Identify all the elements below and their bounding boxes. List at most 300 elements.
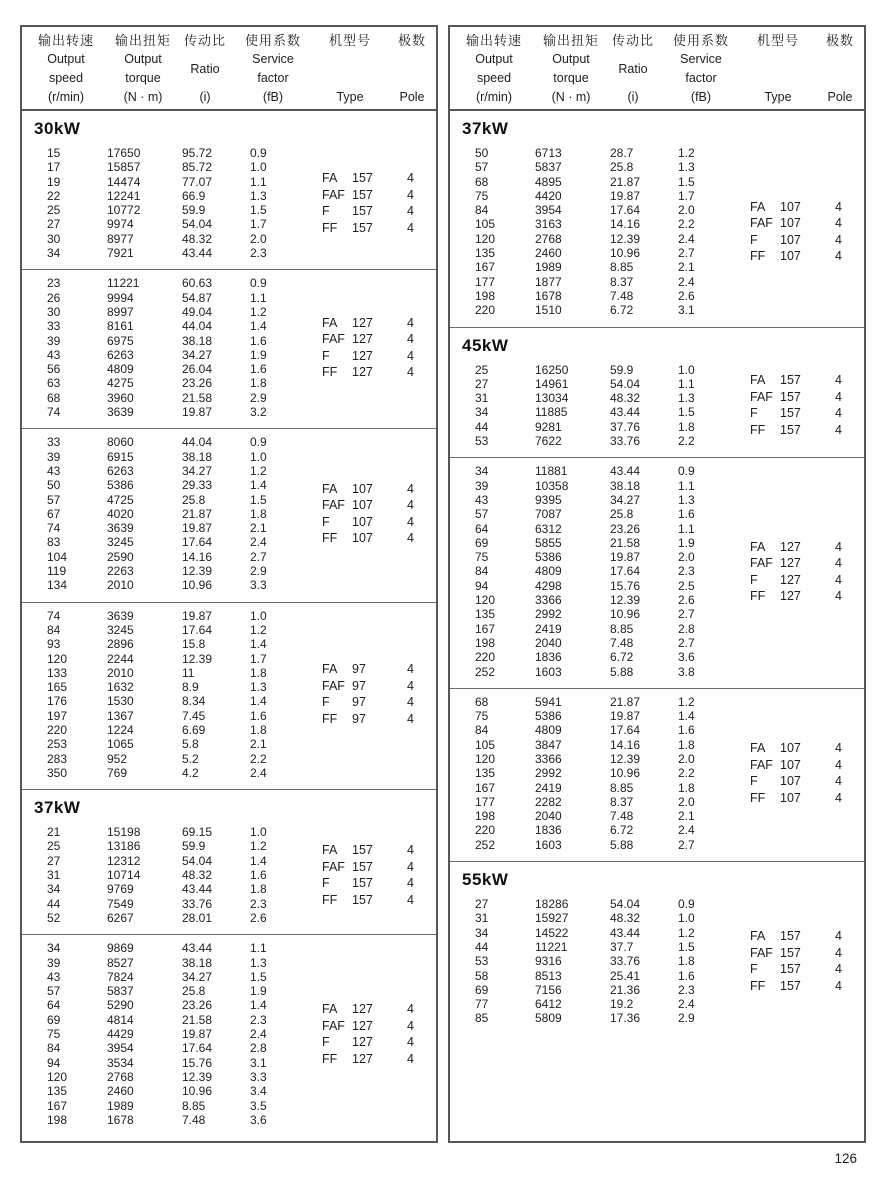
ratio-cell: 5.88: [610, 837, 634, 852]
service-factor-cell: 1.2: [678, 694, 695, 709]
type-size-cell: 127: [352, 1018, 373, 1033]
service-factor-cell: 1.2: [250, 622, 267, 637]
segment-body: [22, 144, 436, 262]
ratio-cell: 12.39: [182, 1069, 213, 1084]
type-row: [750, 588, 855, 605]
output-torque-cell: 3639: [107, 405, 134, 420]
ratio-cell: 4.2: [182, 765, 199, 780]
type-row: [750, 945, 855, 962]
type-size-cell: 107: [352, 514, 373, 529]
output-speed-cell: 25: [47, 203, 61, 218]
table-row: [22, 1084, 436, 1098]
output-speed-cell: 27: [475, 376, 489, 391]
ratio-cell: 17.64: [610, 564, 641, 579]
service-factor-cell: 1.1: [250, 290, 267, 305]
spec-segment: [450, 111, 864, 327]
header-col-2: [176, 34, 234, 104]
ratio-cell: 33.76: [610, 954, 641, 969]
service-factor-cell: 1.0: [250, 608, 267, 623]
ratio-cell: 25.8: [610, 160, 634, 175]
output-torque-cell: 10714: [107, 868, 141, 883]
output-torque-cell: 3245: [107, 535, 134, 550]
segment-body: [22, 823, 436, 927]
service-factor-cell: 2.2: [678, 217, 695, 232]
service-factor-cell: 3.6: [678, 650, 695, 665]
spec-table-right: [448, 25, 866, 1143]
output-speed-cell: 68: [475, 174, 489, 189]
output-speed-cell: 104: [47, 549, 68, 564]
type-row: [322, 1034, 427, 1051]
ratio-cell: 21.58: [182, 1012, 213, 1027]
ratio-cell: 19.87: [182, 608, 213, 623]
output-torque-cell: 7824: [107, 969, 134, 984]
header-col-4: [312, 34, 388, 104]
type-size-cell: 107: [780, 741, 801, 756]
output-speed-cell: 85: [475, 1011, 489, 1026]
table-row: [450, 695, 864, 709]
output-speed-cell: 84: [47, 622, 61, 637]
segment-body: [22, 607, 436, 783]
header-unit-label: (fB): [690, 90, 712, 104]
service-factor-cell: 1.4: [250, 998, 267, 1013]
service-factor-cell: 1.4: [250, 478, 267, 493]
output-speed-cell: 31: [475, 911, 489, 926]
table-row: [450, 522, 864, 536]
output-speed-cell: 198: [475, 288, 496, 303]
output-torque-cell: 7549: [107, 896, 134, 911]
service-factor-cell: 3.6: [250, 1112, 267, 1127]
ratio-cell: 17.64: [610, 203, 641, 218]
ratio-cell: 14.16: [182, 549, 213, 564]
service-factor-cell: 2.0: [250, 231, 267, 246]
service-factor-cell: 2.2: [678, 766, 695, 781]
type-row: [750, 572, 855, 589]
service-factor-cell: 1.3: [250, 680, 267, 695]
service-factor-cell: 1.2: [250, 463, 267, 478]
output-speed-cell: 119: [47, 564, 67, 579]
output-torque-cell: 1603: [535, 837, 562, 852]
output-speed-cell: 83: [47, 535, 61, 550]
header-en-label: factor: [685, 71, 717, 85]
ratio-cell: 33.76: [182, 896, 213, 911]
ratio-cell: 19.2: [610, 997, 634, 1012]
ratio-cell: 7.48: [610, 288, 634, 303]
table-row: [450, 897, 864, 911]
pole-cell: 4: [407, 876, 414, 891]
type-prefix-cell: F: [750, 774, 758, 789]
output-speed-cell: 64: [475, 521, 489, 536]
output-speed-cell: 23: [47, 276, 61, 291]
service-factor-cell: 1.6: [250, 362, 267, 377]
type-size-cell: 157: [352, 892, 373, 907]
table-row: [22, 984, 436, 998]
output-torque-cell: 3954: [107, 1041, 134, 1056]
table-row: [22, 391, 436, 405]
output-speed-cell: 135: [475, 766, 496, 781]
service-factor-cell: 1.5: [678, 939, 695, 954]
header-unit-label: (i): [627, 90, 639, 104]
ratio-cell: 49.04: [182, 304, 213, 319]
header-zh-label: 使用系数: [672, 33, 729, 48]
header-col-1: [110, 34, 176, 104]
output-torque-cell: 9316: [535, 954, 562, 969]
table-row: [22, 564, 436, 578]
ratio-cell: 28.01: [182, 910, 213, 925]
output-torque-cell: 3639: [107, 608, 134, 623]
service-factor-cell: 2.4: [678, 274, 695, 289]
header-en-label: Output: [552, 52, 590, 66]
type-row: [750, 372, 855, 389]
type-prefix-cell: FA: [750, 373, 766, 388]
power-section-title: 30kW: [34, 119, 81, 138]
table-row: [450, 1011, 864, 1025]
type-size-cell: 127: [352, 1002, 373, 1017]
table-row: [450, 709, 864, 723]
service-factor-cell: 3.3: [250, 1069, 267, 1084]
output-speed-cell: 30: [47, 304, 61, 319]
service-factor-cell: 1.2: [250, 304, 267, 319]
output-torque-cell: 15927: [535, 911, 569, 926]
service-factor-cell: 3.2: [250, 405, 267, 420]
table-row: [450, 997, 864, 1011]
service-factor-cell: 1.1: [678, 478, 695, 493]
type-row: [750, 773, 855, 790]
type-size-cell: 107: [780, 216, 801, 231]
table-row: [450, 911, 864, 925]
service-factor-cell: 3.3: [250, 578, 267, 593]
output-torque-cell: 2263: [107, 564, 134, 579]
output-speed-cell: 44: [47, 896, 61, 911]
output-speed-cell: 167: [47, 1098, 68, 1113]
ratio-cell: 37.76: [610, 419, 641, 434]
output-torque-cell: 769: [107, 765, 128, 780]
power-section-title: 55kW: [462, 870, 509, 890]
type-row: [322, 694, 427, 711]
output-torque-cell: 4809: [535, 723, 562, 738]
type-size-cell: 127: [352, 365, 373, 380]
output-torque-cell: 7921: [107, 246, 134, 261]
pole-cell: 4: [835, 978, 842, 993]
type-row: [750, 757, 855, 774]
type-size-cell: 157: [352, 859, 373, 874]
service-factor-cell: 1.5: [250, 203, 267, 218]
output-speed-cell: 33: [47, 319, 61, 334]
output-torque-cell: 11881: [535, 464, 568, 479]
header-unit-label: (i): [199, 90, 211, 104]
pole-cell: 4: [835, 422, 842, 437]
output-speed-cell: 350: [47, 765, 68, 780]
ratio-cell: 14.16: [610, 217, 641, 232]
output-torque-cell: 1989: [107, 1098, 134, 1113]
output-speed-cell: 75: [475, 188, 489, 203]
ratio-cell: 15.76: [610, 578, 641, 593]
ratio-cell: 28.7: [610, 146, 634, 160]
ratio-cell: 21.36: [610, 982, 641, 997]
output-torque-cell: 5386: [535, 709, 562, 724]
ratio-cell: 19.87: [610, 709, 641, 724]
type-prefix-cell: FF: [322, 365, 338, 380]
output-torque-cell: 16250: [535, 362, 569, 377]
output-torque-cell: 9395: [535, 492, 562, 507]
type-prefix-cell: FF: [750, 249, 766, 264]
ratio-cell: 26.04: [182, 362, 213, 377]
ratio-cell: 23.26: [610, 521, 641, 536]
ratio-cell: 21.87: [610, 174, 641, 189]
ratio-cell: 17.64: [182, 535, 213, 550]
service-factor-cell: 1.7: [678, 188, 695, 203]
service-factor-cell: 1.5: [250, 969, 267, 984]
output-speed-cell: 198: [47, 1112, 68, 1127]
table-row: [450, 665, 864, 679]
output-speed-cell: 27: [47, 217, 61, 232]
type-size-cell: 157: [352, 876, 373, 891]
service-factor-cell: 2.4: [678, 823, 695, 838]
type-prefix-cell: FF: [750, 978, 766, 993]
type-pole-block: [750, 199, 855, 265]
service-factor-cell: 1.8: [678, 954, 695, 969]
output-speed-cell: 63: [47, 376, 61, 391]
type-prefix-cell: FF: [322, 711, 338, 726]
pole-cell: 4: [835, 589, 842, 604]
service-factor-cell: 1.4: [250, 319, 267, 334]
output-speed-cell: 84: [475, 723, 489, 738]
type-prefix-cell: F: [322, 695, 330, 710]
service-factor-cell: 1.9: [250, 984, 267, 999]
output-speed-cell: 133: [47, 665, 68, 680]
output-torque-cell: 1603: [535, 664, 562, 679]
segment-body: [450, 895, 864, 1028]
output-speed-cell: 56: [47, 362, 61, 377]
ratio-cell: 25.8: [610, 507, 634, 522]
ratio-cell: 77.07: [182, 174, 213, 189]
output-torque-cell: 10358: [535, 478, 569, 493]
pole-cell: 4: [407, 859, 414, 874]
output-torque-cell: 1367: [107, 708, 134, 723]
output-torque-cell: 17650: [107, 146, 141, 160]
output-speed-cell: 25: [47, 839, 61, 854]
table-row: [22, 435, 436, 449]
type-row: [322, 711, 427, 728]
service-factor-cell: 2.1: [250, 521, 267, 536]
ratio-cell: 44.04: [182, 435, 213, 450]
ratio-cell: 23.26: [182, 376, 213, 391]
output-speed-cell: 69: [475, 982, 489, 997]
output-torque-cell: 4809: [107, 362, 134, 377]
output-torque-cell: 4725: [107, 492, 134, 507]
ratio-cell: 8.9: [182, 680, 199, 695]
pole-cell: 4: [407, 481, 414, 496]
type-prefix-cell: FF: [750, 589, 766, 604]
ratio-cell: 48.32: [182, 868, 213, 883]
ratio-cell: 59.9: [182, 203, 206, 218]
output-speed-cell: 21: [47, 825, 61, 840]
ratio-cell: 38.18: [610, 478, 641, 493]
table-row: [22, 956, 436, 970]
table-row: [22, 405, 436, 419]
type-size-cell: 107: [780, 757, 801, 772]
service-factor-cell: 2.6: [250, 910, 267, 925]
output-speed-cell: 198: [475, 635, 496, 650]
service-factor-cell: 1.3: [678, 492, 695, 507]
service-factor-cell: 2.2: [250, 751, 267, 766]
type-row: [750, 978, 855, 995]
pole-cell: 4: [407, 220, 414, 235]
output-torque-cell: 1836: [535, 823, 562, 838]
header-unit-label: (fB): [262, 90, 284, 104]
segment-body: [450, 693, 864, 854]
table-row: [450, 809, 864, 823]
service-factor-cell: 1.4: [250, 853, 267, 868]
output-torque-cell: 2010: [107, 578, 134, 593]
pole-cell: 4: [835, 249, 842, 264]
service-factor-cell: 2.9: [250, 564, 267, 579]
ratio-cell: 38.18: [182, 955, 213, 970]
output-torque-cell: 4895: [535, 174, 562, 189]
output-torque-cell: 7087: [535, 507, 562, 522]
output-speed-cell: 134: [47, 578, 68, 593]
output-speed-cell: 84: [475, 203, 489, 218]
table-row: [450, 275, 864, 289]
type-pole-block: [750, 740, 855, 806]
table-row: [450, 650, 864, 664]
table-row: [22, 550, 436, 564]
table-row: [450, 723, 864, 737]
output-speed-cell: 19: [47, 174, 61, 189]
output-torque-cell: 10772: [107, 203, 141, 218]
service-factor-cell: 2.7: [678, 837, 695, 852]
output-torque-cell: 1224: [107, 722, 134, 737]
header-unit-label: (r/min): [475, 90, 513, 104]
ratio-cell: 8.37: [610, 794, 634, 809]
service-factor-cell: 1.2: [678, 925, 695, 940]
type-prefix-cell: FA: [750, 199, 766, 214]
type-prefix-cell: FA: [750, 741, 766, 756]
type-size-cell: 157: [780, 978, 801, 993]
pole-cell: 4: [407, 315, 414, 330]
type-row: [322, 481, 427, 498]
type-row: [322, 530, 427, 547]
type-prefix-cell: FAF: [750, 389, 773, 404]
spec-segment: [22, 269, 436, 428]
service-factor-cell: 1.6: [250, 868, 267, 883]
output-torque-cell: 12312: [107, 853, 141, 868]
pole-cell: 4: [407, 1051, 414, 1066]
pole-cell: 4: [407, 498, 414, 513]
ratio-cell: 23.26: [182, 998, 213, 1013]
output-speed-cell: 44: [475, 939, 489, 954]
output-torque-cell: 2992: [535, 766, 562, 781]
ratio-cell: 10.96: [610, 607, 641, 622]
service-factor-cell: 2.3: [250, 1012, 267, 1027]
pole-cell: 4: [835, 199, 842, 214]
output-torque-cell: 18286: [535, 897, 569, 912]
ratio-cell: 25.8: [182, 492, 206, 507]
ratio-cell: 54.87: [182, 290, 213, 305]
output-torque-cell: 11221: [107, 276, 140, 291]
type-row: [750, 232, 855, 249]
pole-cell: 4: [407, 514, 414, 529]
output-torque-cell: 7156: [535, 982, 562, 997]
type-row: [322, 892, 427, 909]
output-torque-cell: 2282: [535, 794, 562, 809]
service-factor-cell: 2.7: [250, 549, 267, 564]
pole-cell: 4: [407, 187, 414, 202]
service-factor-cell: 2.6: [678, 593, 695, 608]
type-prefix-cell: FF: [750, 790, 766, 805]
type-prefix-cell: F: [322, 876, 330, 891]
type-row: [750, 215, 855, 232]
ratio-cell: 15.76: [182, 1055, 213, 1070]
header-zh-label: 输出扭矩: [114, 33, 171, 48]
ratio-cell: 54.04: [610, 897, 641, 912]
header-unit-label: (N · m): [551, 90, 591, 104]
pole-cell: 4: [407, 1035, 414, 1050]
type-row: [750, 740, 855, 757]
service-factor-cell: 2.4: [250, 765, 267, 780]
ratio-cell: 10.96: [610, 246, 641, 261]
output-torque-cell: 5809: [535, 1011, 562, 1026]
table-row: [450, 507, 864, 521]
header-en-label: factor: [257, 71, 289, 85]
service-factor-cell: 3.8: [678, 664, 695, 679]
ratio-cell: 21.58: [182, 390, 213, 405]
spec-segment: [22, 934, 436, 1141]
type-row: [750, 790, 855, 807]
spec-segment: [22, 111, 436, 269]
ratio-cell: 34.27: [182, 969, 213, 984]
ratio-cell: 48.32: [610, 391, 641, 406]
pole-cell: 4: [407, 892, 414, 907]
type-pole-block: [322, 1001, 427, 1067]
service-factor-cell: 2.1: [678, 260, 695, 275]
table-row: [22, 825, 436, 839]
header-en-label: Output: [124, 52, 162, 66]
pole-cell: 4: [835, 572, 842, 587]
output-torque-cell: 4298: [535, 578, 562, 593]
service-factor-cell: 1.8: [250, 506, 267, 521]
output-speed-cell: 120: [47, 1069, 68, 1084]
output-torque-cell: 4275: [107, 376, 134, 391]
output-speed-cell: 39: [47, 449, 61, 464]
table-row: [450, 493, 864, 507]
type-row: [322, 1001, 427, 1018]
output-torque-cell: 3163: [535, 217, 562, 232]
service-factor-cell: 1.9: [250, 347, 267, 362]
service-factor-cell: 1.6: [250, 333, 267, 348]
output-torque-cell: 2992: [535, 607, 562, 622]
output-torque-cell: 1632: [107, 680, 134, 695]
output-speed-cell: 94: [47, 1055, 61, 1070]
output-torque-cell: 5855: [535, 535, 562, 550]
ratio-cell: 59.9: [610, 362, 634, 377]
output-speed-cell: 17: [47, 160, 61, 175]
output-speed-cell: 167: [475, 621, 496, 636]
type-pole-block: [750, 372, 855, 438]
ratio-cell: 12.39: [610, 231, 641, 246]
service-factor-cell: 1.6: [678, 723, 695, 738]
service-factor-cell: 2.7: [678, 635, 695, 650]
table-header: [22, 27, 436, 111]
type-row: [322, 348, 427, 365]
service-factor-cell: 1.3: [250, 188, 267, 203]
output-torque-cell: 6975: [107, 333, 134, 348]
service-factor-cell: 1.1: [250, 174, 267, 189]
output-torque-cell: 1877: [535, 274, 562, 289]
output-torque-cell: 5837: [107, 984, 134, 999]
pole-cell: 4: [835, 406, 842, 421]
output-speed-cell: 252: [475, 664, 496, 679]
output-torque-cell: 2896: [107, 637, 134, 652]
